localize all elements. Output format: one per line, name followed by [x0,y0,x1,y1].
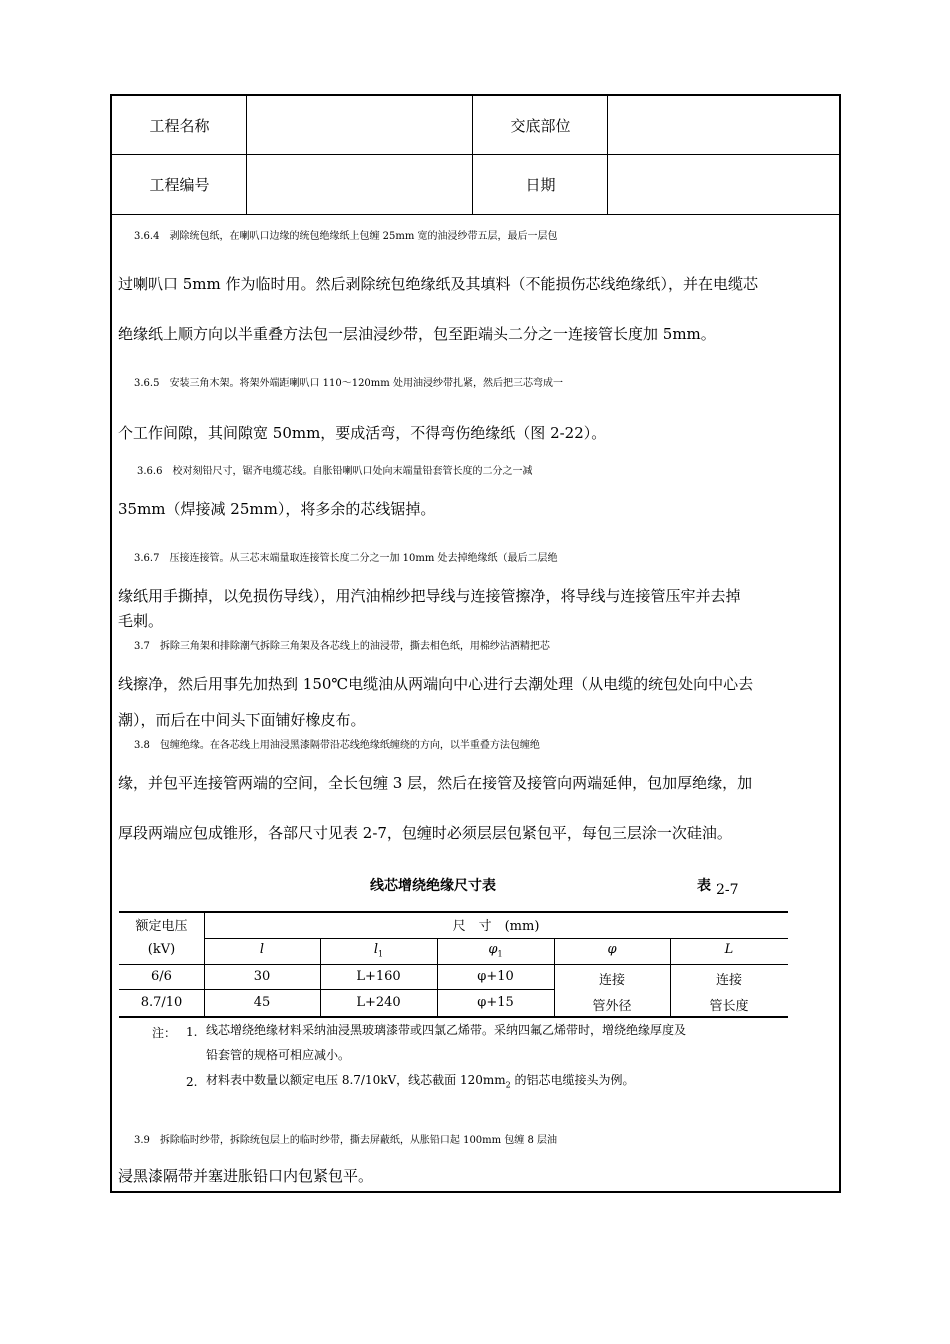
table-rule [119,989,554,990]
col-phi1-text: φ [488,942,498,957]
table-rule [204,938,788,939]
note-2-sub: 2 [505,1080,511,1090]
col-l1-sub: 1 [378,949,384,959]
para-3-9-line: 3.9 拆除临时纱带，拆除统包层上的临时纱带，撕去屏蔽纸，从胀铅口起 100mm 包缠 8 层油 [134,1135,558,1146]
col-l-text: l [259,942,265,957]
header-row-1 [112,96,839,155]
header-divider [472,96,473,214]
project-code-value [247,154,473,214]
handover-part-value [608,96,841,154]
para-3-8-line: 厚段两端应包成锥形，各部尺寸见表 2-7，包缠时必须层层包紧包平，每包三层涂一次硅油。 [118,824,732,842]
handover-part-label: 交底部位 [510,116,571,135]
project-name-label: 工程名称 [149,116,210,135]
header-divider [246,96,247,214]
para-3-6-4-line: 3.6.4 剥除统包纸，在喇叭口边缘的统包绝缘纸上包缠 25mm 宽的油浸纱带五层，最后一层包 [134,231,558,242]
table-title: 线芯增绕绝缘尺寸表 [370,878,496,894]
para-3-9-line: 浸黑漆隔带并塞进胀铅口内包紧包平。 [118,1167,374,1185]
table-rule [119,964,788,965]
project-code-label: 工程编号 [149,175,210,194]
note-label: 注： [152,1026,177,1040]
date-value [608,154,841,214]
head-voltage: 额定电压 [135,919,188,934]
para-3-6-7-line: 缘纸用手撕掉，以免损伤导线），用汽油棉纱把导线与连接管擦净，将导线与连接管压牢并去掉 [118,587,741,605]
para-3-6-5-line: 3.6.5 安装三角木架。将架外端距喇叭口 110～120mm 处用油浸纱带扎紧，然后把三芯弯成一 [134,378,563,389]
note-2-text-tail: 的铝芯电缆接头为例。 [510,1073,635,1087]
row-l1: L+160 [356,969,401,984]
header-row-2 [112,154,839,215]
col-L [670,942,788,957]
para-3-6-4-line: 过喇叭口 5mm 作为临时用。然后剥除统包绝缘纸及其填料（不能损伤芯线绝缘纸），并在电缆芯 [118,275,759,293]
col-l [204,942,320,957]
para-3-6-7-line: 3.6.7 压接连接管。从三芯末端量取连接管长度二分之一加 10mm 处去掉绝缘纸（最后二层绝 [134,553,558,564]
table-number-prefix: 表 [697,878,711,894]
phi-value: 连接 [598,973,625,988]
para-3-6-4-line: 绝缘纸上顺方向以半重叠方法包一层油浸纱带，包至距端头二分之一连接管长度加 5mm。 [118,325,716,343]
para-3-8-line: 缘，并包平连接管两端的空间，全长包缠 3 层，然后在接管及接管向两端延伸，包加厚绝缘，加 [118,774,753,792]
note-1-line: 线芯增绕绝缘材料采纳油浸黑玻璃漆带或四氯乙烯带。采纳四氟乙烯带时，增绕绝缘厚度及 [206,1023,687,1037]
col-phi1-sub: 1 [497,949,503,959]
project-name-value [247,96,473,154]
row-voltage: 6/6 [151,969,172,984]
row-voltage: 8.7/10 [140,995,183,1010]
col-l1-text: l [373,942,379,957]
L-value: 管长度 [709,999,749,1014]
note-1-number: 1. [186,1025,198,1039]
note-2-line [206,1071,635,1089]
para-3-7-line: 潮），而后在中间头下面铺好橡皮布。 [118,711,366,729]
para-3-6-5-line: 个工作间隙，其间隙宽 50mm，要成活弯，不得弯伤绝缘纸（图 2-22）。 [118,424,607,442]
row-phi1: φ+10 [477,969,514,984]
para-3-6-6-line: 35mm（焊接减 25mm），将多余的芯线锯掉。 [118,500,436,518]
para-3-8-line: 3.8 包缠绝缘。在各芯线上用油浸黑漆隔带沿芯线绝缘纸缠绕的方向，以半重叠方法包缠绝 [134,740,540,751]
head-voltage-unit: (kV) [147,942,176,957]
note-2-number: 2. [186,1075,198,1089]
note-2-text: 材料表中数量以额定电压 8.7/10kV，线芯截面 120mm [206,1073,506,1087]
col-phi [554,942,670,957]
row-phi1: φ+15 [477,995,514,1010]
phi-value: 管外径 [592,999,632,1014]
para-3-7-line: 线擦净，然后用事先加热到 150℃电缆油从两端向中心进行去潮处理（从电缆的统包处向中心去 [118,675,754,693]
header-divider [607,96,608,214]
para-3-7-line: 3.7 拆除三角架和排除潮气拆除三角架及各芯线上的油浸带，撕去相色纸，用棉纱沾酒精把芯 [134,641,550,652]
L-value: 连接 [715,973,742,988]
table-bottom-rule [119,1016,788,1018]
row-l: 30 [253,969,271,984]
col-phi-text: φ [607,942,617,957]
para-3-6-6-line: 3.6.6 校对刻铅尺寸，锯齐电缆芯线。自胀铅喇叭口处向末端量铅套管长度的二分之一减 [137,466,533,477]
head-size: 尺 寸 (mm) [452,919,540,934]
table-top-rule [119,911,788,913]
note-1-line: 铅套管的规格可相应减小。 [206,1048,351,1062]
row-l: 45 [253,995,271,1010]
row-l1: L+240 [356,995,401,1010]
col-phi1 [437,942,554,959]
col-l1 [320,942,437,959]
table-number: 2-7 [716,882,739,898]
col-L-text: L [724,942,734,957]
para-3-6-7-line: 毛刺。 [118,612,164,630]
date-label: 日期 [525,175,556,194]
